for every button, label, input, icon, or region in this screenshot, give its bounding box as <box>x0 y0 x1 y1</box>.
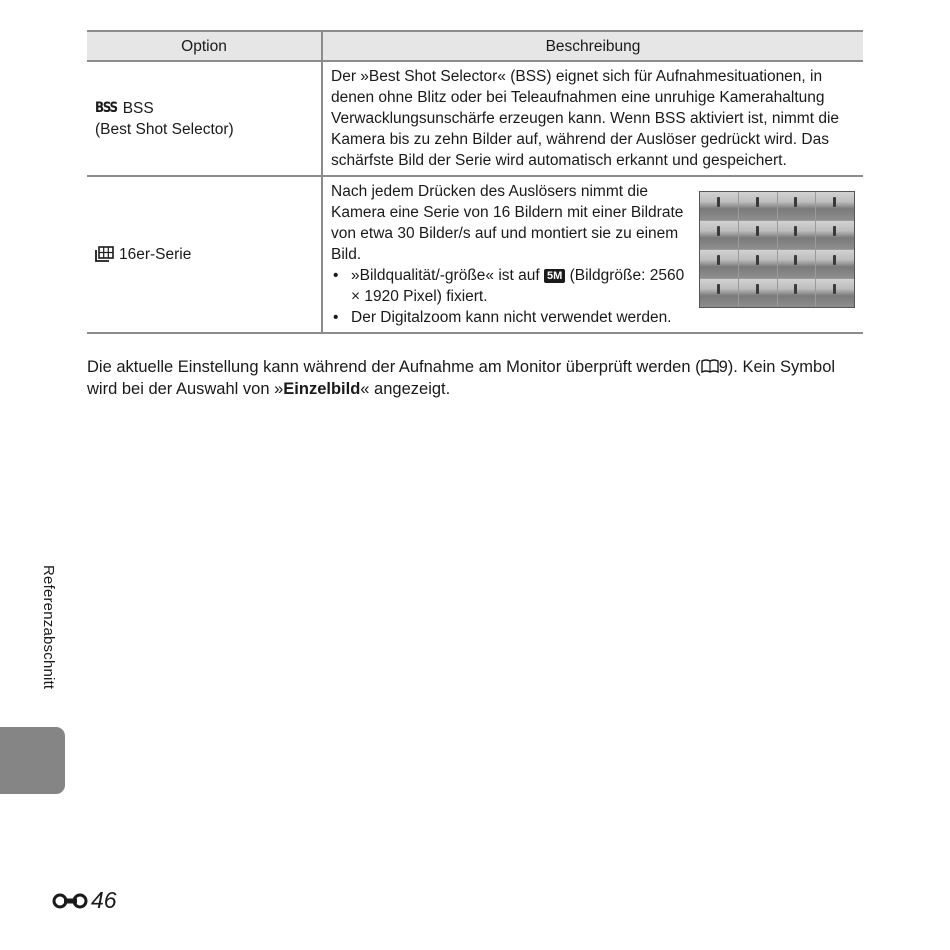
header-description: Beschreibung <box>322 31 863 61</box>
einzelbild-label: Einzelbild <box>283 380 361 398</box>
reference-section-icon <box>52 889 90 913</box>
page-footer <box>52 887 117 914</box>
description-cell-16er-serie <box>322 176 863 333</box>
multi-shot-16-icon <box>95 246 114 263</box>
option-label-bss: BSS <box>122 99 154 117</box>
list-item: • Der Digitalzoom kann nicht verwendet werden. <box>331 307 693 328</box>
option-label-16er-serie: 16er-Serie <box>119 246 192 263</box>
bss-icon: BSS <box>95 99 117 116</box>
section-tab[interactable] <box>0 727 65 794</box>
section-side-label: Referenzabschnitt <box>40 565 57 690</box>
table-header-row <box>87 31 863 61</box>
notes-list <box>331 265 693 328</box>
list-item: • »Bildqualität/-größe« ist auf 5M (Bildgröße: 2560 × 1920 Pixel) fixiert. <box>331 265 693 307</box>
image-size-5m-icon: 5M <box>544 269 565 283</box>
description-cell-bss: Der »Best Shot Selector« (BSS) eignet sich für Aufnahmesituationen, in denen ohne Blitz oder bei Teleaufnahmen eine unruhige Kamerahaltung Verwacklungsunschärfe erzeugen kann. Wenn BSS aktiviert ist, nimmt die Kamera bis zu zehn Bilder auf, während der Auslöser gedrückt wird. Das schärfste Bild der Serie wird automatisch erkannt und gespeichert. <box>322 61 863 176</box>
book-icon <box>701 359 719 374</box>
display-note: Die aktuelle Einstellung kann während der Aufnahme am Monitor überprüft werden ( 9). Kein Symbol wird bei der Auswahl von »Einzelbild« angezeigt. <box>87 358 836 398</box>
table-row-bss <box>87 61 863 176</box>
option-cell-bss <box>87 61 322 176</box>
shooting-options-table <box>87 30 863 334</box>
page-number: 46 <box>91 887 117 913</box>
header-option: Option <box>87 31 322 61</box>
option-sublabel-bss: (Best Shot Selector) <box>95 120 234 138</box>
option-cell-16er-serie <box>87 176 322 333</box>
table-row-16er-serie <box>87 176 863 333</box>
sample-16-frame-image <box>699 191 855 308</box>
page-reference[interactable]: 9 <box>718 358 728 376</box>
description-text-16er-serie: Nach jedem Drücken des Auslösers nimmt die Kamera eine Serie von 16 Bildern mit einer Bildrate von etwa 30 Bilder/s auf und montiert sie zu einem Bild. <box>331 183 684 263</box>
